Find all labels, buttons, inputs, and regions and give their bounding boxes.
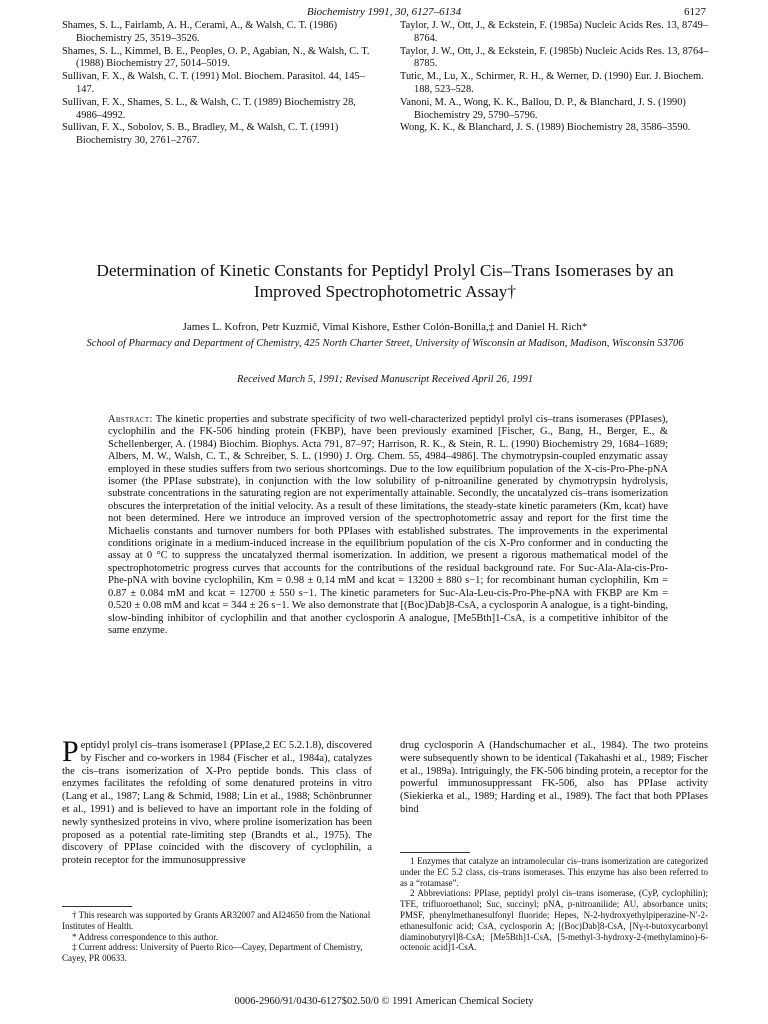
footnote-divider — [62, 906, 132, 907]
references-left — [62, 20, 377, 148]
affiliation: School of Pharmacy and Department of Chemistry, 425 North Charter Street, University of Wisconsin at Madison, Madison, Wisconsin 53706 — [86, 338, 684, 349]
abstract-text: The kinetic properties and substrate specificity of two well-characterized peptidyl prolyl cis–trans isomerases (PPIases), cyclophilin and the FK-506 binding protein (FKBP), have been previously examined [Fischer, G., Bang, H., Berger, E., & Schellenberger, A. (1984) Biochim. Biophys. Acta 791, 87–97; Harrison, R. K., & Stein, R. L. (1990) Biochemistry 29, 1684–1689; Albers, M. W., Walsh, C. T., & Schreiber, S. L. (1990) J. Org. Chem. 55, 4984–4986]. The chymotrypsin-coupled enzymatic assay employed in these studies suffers from two serious shortcomings. Due to the low equilibrium population of the X-cis-Pro-Phe-pNA isomer (the PPIase substrate), in conjunction with the low solubility of p-nitroaniline generated by chymotrypsin hydrolysis, substrate concentrations in the saturating region are not experimentally attainable. Secondly, the uncatalyzed cis–trans isomerization obscures the interpretation of the initial velocity. As a result of these limitations, the steady-state kinetic parameters (Km, kcat) have not been determined. Here we introduce an improved version of the spectrophotometric assay and report for the first time the Michaelis constants and turnover numbers for both PPIases with established substrates. The improvements in the experimental conditions originate in a medium-induced increase in the equilibrium population of the cis X-Pro conformer and in conducting the assay at 0 °C to suppress the uncatalyzed thermal isomerization. In addition, we present a rigorous mathematical model of the spectrophotometric progress curves that accounts for the contributions of the residual background rate. For Suc-Ala-Ala-cis-Pro-Phe-pNA with bovine cyclophilin, Km = 0.98 ± 0.14 mM and kcat = 13200 ± 880 s−1; for recombinant human cyclophilin, Km = 0.87 ± 0.084 mM and kcat = 12700 ± 550 s−1. The kinetic parameters for Suc-Ala-Leu-cis-Pro-Phe-pNA with FKBP are Km = 0.520 ± 0.08 mM and kcat = 344 ± 26 s−1. We also demonstrate that [(Boc)Dab]8-CsA, a cyclosporin A analogue, is a tight-binding, slow-binding inhibitor of cyclophilin and that another cyclosporin A analogue, [Me5Bth]1-CsA, is a competitive inhibitor of the same enzyme. — [108, 414, 669, 636]
reference-item: Wong, K. K., & Blanchard, J. S. (1989) Biochemistry 28, 3586–3590. — [400, 122, 691, 134]
running-head: Biochemistry 1991, 30, 6127–6134 — [306, 6, 462, 18]
footnote: 2 Abbreviations: PPIase, peptidyl prolyl cis–trans isomerase, (CyP, cyclophilin); TFE, trifluoroethanol; Suc, succinyl; pNA, p-nitroanilide; AU, absorbance units; PMSF, phenylmethanesulfonyl fluoride; Hepes, N-2-hydroxyethylpiperazine-N′-2-ethanesulfonic acid; CsA, cyclosporin A; [(Boc)Dab]8-CsA, [Nγ-t-butoxycarbonyl diaminobutyryl]8-CsA; [Me5Bth]1-CsA, [5-methyl-3-hydroxy-2-(methylamino)-6-octenoic acid]1-CsA. — [400, 888, 708, 953]
abstract-label: Abstract: — [108, 414, 153, 425]
drop-cap: P — [62, 735, 79, 768]
reference-item: Sullivan, F. X., & Walsh, C. T. (1991) Mol. Biochem. Parasitol. 44, 145–147. — [62, 71, 365, 95]
footnotes-left — [62, 910, 372, 964]
body-text-left: eptidyl prolyl cis–trans isomerase1 (PPIase,2 EC 5.2.1.8), discovered by Fischer and co-workers in 1984 (Fischer et al., 1984a), catalyzes the cis–trans isomerization of X-Pro peptide bonds. This class of enzymes facilitates the refolding of some denatured proteins in vitro (Lang et al., 1987; Lang & Schmid, 1988; Lin et al., 1988; Schönbrunner et al., 1991) and is believed to have an important role in the folding of newly synthesized proteins in vivo, where proline isomerization has been proposed as a potential rate-limiting step (Brandts et al., 1975). The discovery of PPIase coincided with the discovery of cyclophilin, a protein receptor for the immunosuppressive — [62, 740, 372, 867]
footnote-divider — [400, 852, 470, 853]
body-column-right: drug cyclosporin A (Handschumacher et al., 1984). The two proteins were subsequently shown to be identical (Takahashi et al., 1989; Fischer et al., 1989a). Intriguingly, the FK-506 binding protein, a receptor for the powerful immunosuppressant FK-506, also has PPIase activity (Siekierka et al., 1989; Harding et al., 1989). The fact that both PPIases bind — [400, 740, 708, 815]
reference-item: Taylor, J. W., Ott, J., & Eckstein, F. (1985a) Nucleic Acids Res. 13, 8749–8764. — [400, 20, 708, 44]
footnote: * Address correspondence to this author. — [72, 931, 218, 942]
author-list: James L. Kofron, Petr Kuzmič, Vimal Kishore, Esther Colón-Bonilla,‡ and Daniel H. Rich* — [182, 321, 588, 333]
reference-item: Vanoni, M. A., Wong, K. K., Ballou, D. P., & Blanchard, J. S. (1990) Biochemistry 29, 5790–5796. — [400, 96, 686, 121]
abstract — [108, 414, 668, 637]
references-right — [400, 20, 710, 135]
reference-item: Shames, S. L., Fairlamb, A. H., Cerami, A., & Walsh, C. T. (1986) Biochemistry 25, 3519–3526. — [62, 20, 338, 44]
body-column-left — [62, 735, 372, 868]
article-title: Determination of Kinetic Constants for Peptidyl Prolyl Cis–Trans Isomerases by an Improved Spectrophotometric Assay† — [96, 261, 674, 301]
copyright-footer: 0006-2960/91/0430-6127$02.50/0 © 1991 American Chemical Society — [234, 996, 534, 1007]
reference-item: Sullivan, F. X., Shames, S. L., & Walsh, C. T. (1989) Biochemistry 28, 4986–4992. — [62, 96, 356, 121]
page-number: 6127 — [684, 6, 706, 18]
footnote: ‡ Current address: University of Puerto Rico—Cayey, Department of Chemistry, Cayey, PR 00633. — [62, 942, 363, 964]
reference-item: Taylor, J. W., Ott, J., & Eckstein, F. (1985b) Nucleic Acids Res. 13, 8764–8785. — [400, 45, 709, 70]
reference-item: Shames, S. L., Kimmel, B. E., Peoples, O. P., Agabian, N., & Walsh, C. T. (1988) Biochemistry 27, 5014–5019. — [62, 45, 370, 70]
reference-item: Sullivan, F. X., Sobolov, S. B., Bradley, M., & Walsh, C. T. (1991) Biochemistry 30, 2761–2767. — [62, 122, 339, 147]
footnote: † This research was supported by Grants AR32007 and AI24650 from the National Institutes of Health. — [62, 910, 371, 931]
footnotes-right — [400, 856, 708, 953]
footnote: 1 Enzymes that catalyze an intramolecular cis–trans isomerization are categorized under the EC 5.2 class, cis–trans isomerases. This enzyme has also been referred to as a “rotamase”. — [400, 856, 708, 888]
received-dates: Received March 5, 1991; Revised Manuscript Received April 26, 1991 — [237, 374, 533, 385]
reference-item: Tutic, M., Lu, X., Schirmer, R. H., & Werner, D. (1990) Eur. J. Biochem. 188, 523–528. — [400, 71, 704, 95]
